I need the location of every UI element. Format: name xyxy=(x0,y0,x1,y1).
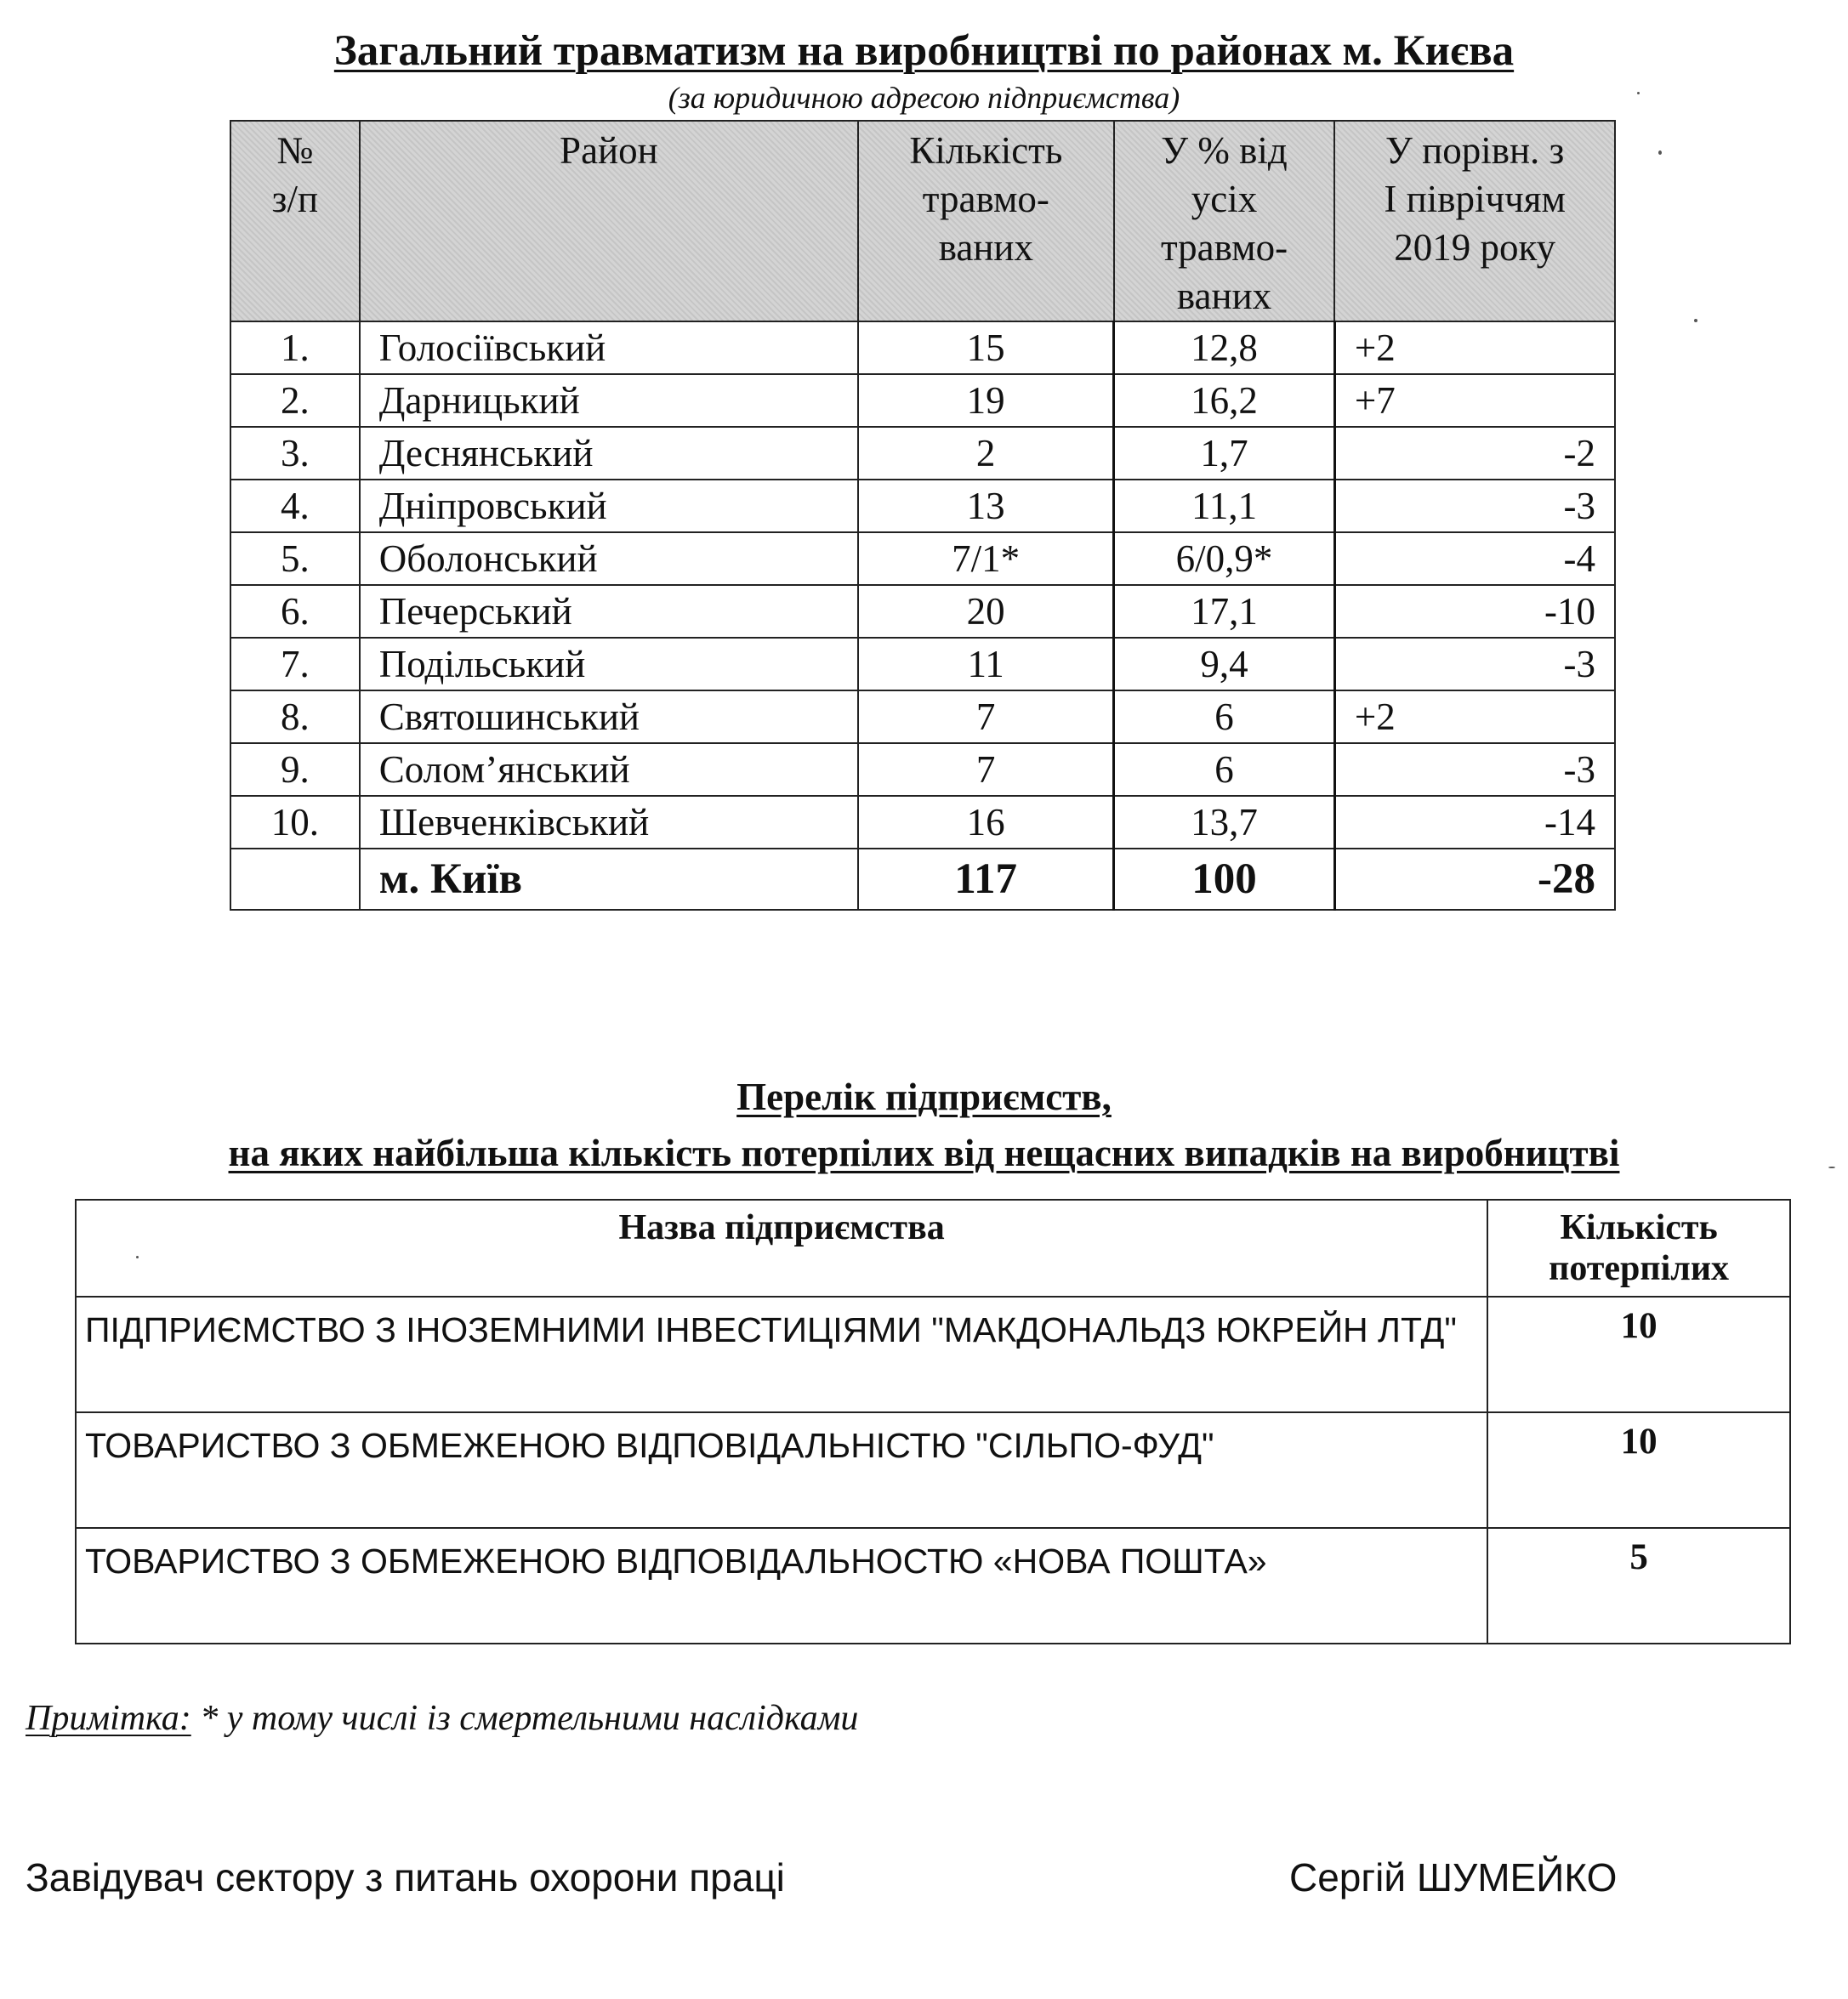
district-name: Подільський xyxy=(360,638,858,690)
district-name: Солом’янський xyxy=(360,743,858,796)
compare-value: -14 xyxy=(1334,796,1615,849)
footer-position: Завідувач сектору з питань охорони праці xyxy=(26,1855,785,1900)
row-number: 9. xyxy=(230,743,360,796)
row-number: 2. xyxy=(230,374,360,427)
scan-speck xyxy=(1658,150,1662,155)
district-name: Святошинський xyxy=(360,690,858,743)
note xyxy=(26,1697,858,1740)
total-empty-cell xyxy=(230,849,360,910)
report-title: Загальний травматизм на виробництві по районах м. Києва xyxy=(333,27,1515,75)
table-header-row xyxy=(76,1200,1790,1297)
compare-value: -3 xyxy=(1334,638,1615,690)
column-header-percent xyxy=(1114,121,1335,321)
column-header-percent-line: У % від xyxy=(1161,129,1288,172)
note-label: Примітка: xyxy=(26,1699,191,1738)
column-header-number xyxy=(230,121,360,321)
column-header-count-line2: потерпілих xyxy=(1549,1249,1730,1288)
table-row xyxy=(230,743,1615,796)
enterprises-title-line2: на яких найбільша кількість потерпілих від нещасних випадків на виробництві xyxy=(228,1132,1620,1174)
compare-value: +2 xyxy=(1334,690,1615,743)
table-row xyxy=(230,585,1615,638)
row-number: 6. xyxy=(230,585,360,638)
compare-value: +7 xyxy=(1334,374,1615,427)
table-row xyxy=(230,690,1615,743)
injured-percent: 6 xyxy=(1114,690,1335,743)
total-label: м. Київ xyxy=(360,849,858,910)
table-row xyxy=(230,532,1615,585)
column-header-count-line1: Кількість xyxy=(1560,1208,1718,1247)
injured-count: 13 xyxy=(858,480,1114,532)
scan-speck xyxy=(1694,319,1697,322)
column-header-compare xyxy=(1334,121,1615,321)
column-header-district-line: Район xyxy=(560,129,658,172)
footer-signatory: Сергій ШУМЕЙКО xyxy=(1289,1855,1618,1900)
injured-count: 7 xyxy=(858,743,1114,796)
injured-count: 7/1* xyxy=(858,532,1114,585)
total-row xyxy=(230,849,1615,910)
injured-count: 7 xyxy=(858,690,1114,743)
row-number: 1. xyxy=(230,321,360,374)
compare-value: -4 xyxy=(1334,532,1615,585)
column-header-number-line: з/п xyxy=(271,178,319,220)
table-row xyxy=(230,374,1615,427)
district-name: Голосіївський xyxy=(360,321,858,374)
enterprises-table xyxy=(75,1199,1791,1644)
column-header-number-line: № xyxy=(276,129,314,172)
row-number: 5. xyxy=(230,532,360,585)
column-header-percent-line: ваних xyxy=(1176,275,1272,317)
column-header-count-line: травмо- xyxy=(922,178,1049,220)
column-header-count xyxy=(1487,1200,1790,1297)
column-header-district xyxy=(360,121,858,321)
enterprise-name: ТОВАРИСТВО З ОБМЕЖЕНОЮ ВІДПОВІДАЛЬНІСТЮ "СІЛЬПО-ФУД" xyxy=(76,1412,1487,1528)
enterprise-name: ПІДПРИЄМСТВО З ІНОЗЕМНИМИ ІНВЕСТИЦІЯМИ "МАКДОНАЛЬДЗ ЮКРЕЙН ЛТД" xyxy=(76,1297,1487,1412)
scan-speck xyxy=(136,1256,139,1258)
injured-count: 20 xyxy=(858,585,1114,638)
column-header-compare-line: І півріччям xyxy=(1384,178,1566,220)
row-number: 8. xyxy=(230,690,360,743)
table-row xyxy=(230,321,1615,374)
note-text: * у тому числі із смертельними наслідками xyxy=(200,1699,859,1738)
compare-value: -3 xyxy=(1334,743,1615,796)
compare-value: -2 xyxy=(1334,427,1615,480)
injured-percent: 11,1 xyxy=(1114,480,1335,532)
district-name: Деснянський xyxy=(360,427,858,480)
table-row xyxy=(76,1528,1790,1644)
district-name: Дніпровський xyxy=(360,480,858,532)
total-compare: -28 xyxy=(1334,849,1615,910)
injured-count: 2 xyxy=(858,427,1114,480)
injured-percent: 17,1 xyxy=(1114,585,1335,638)
compare-value: +2 xyxy=(1334,321,1615,374)
row-number: 3. xyxy=(230,427,360,480)
district-name: Печерський xyxy=(360,585,858,638)
district-name: Шевченківський xyxy=(360,796,858,849)
table-row xyxy=(76,1297,1790,1412)
column-header-percent-line: усіх xyxy=(1191,178,1258,220)
enterprise-victims-count: 5 xyxy=(1487,1528,1790,1644)
district-name: Оболонський xyxy=(360,532,858,585)
enterprise-name: ТОВАРИСТВО З ОБМЕЖЕНОЮ ВІДПОВІДАЛЬНОСТЮ «НОВА ПОШТА» xyxy=(76,1528,1487,1644)
table-row xyxy=(230,796,1615,849)
injured-percent: 16,2 xyxy=(1114,374,1335,427)
injured-percent: 6 xyxy=(1114,743,1335,796)
table-row xyxy=(230,480,1615,532)
enterprise-victims-count: 10 xyxy=(1487,1412,1790,1528)
compare-value: -10 xyxy=(1334,585,1615,638)
injured-percent: 1,7 xyxy=(1114,427,1335,480)
table-row xyxy=(230,638,1615,690)
table-header-row xyxy=(230,121,1615,321)
row-number: 10. xyxy=(230,796,360,849)
injury-by-district-table xyxy=(230,120,1616,911)
column-header-compare-line: 2019 року xyxy=(1394,226,1556,269)
column-header-name: Назва підприємства xyxy=(76,1200,1487,1297)
row-number: 7. xyxy=(230,638,360,690)
column-header-percent-line: травмо- xyxy=(1160,226,1288,269)
row-number: 4. xyxy=(230,480,360,532)
column-header-count-line: ваних xyxy=(938,226,1033,269)
total-percent: 100 xyxy=(1114,849,1335,910)
column-header-count xyxy=(858,121,1114,321)
enterprise-victims-count: 10 xyxy=(1487,1297,1790,1412)
district-name: Дарницький xyxy=(360,374,858,427)
compare-value: -3 xyxy=(1334,480,1615,532)
total-count: 117 xyxy=(858,849,1114,910)
injured-percent: 9,4 xyxy=(1114,638,1335,690)
scan-speck xyxy=(1828,1167,1835,1168)
injured-count: 11 xyxy=(858,638,1114,690)
enterprises-title-line1: Перелік підприємств, xyxy=(736,1076,1112,1118)
report-subtitle: (за юридичною адресою підприємства) xyxy=(668,81,1180,115)
injured-percent: 12,8 xyxy=(1114,321,1335,374)
injured-count: 15 xyxy=(858,321,1114,374)
injured-count: 19 xyxy=(858,374,1114,427)
injured-count: 16 xyxy=(858,796,1114,849)
column-header-compare-line: У порівн. з xyxy=(1385,129,1565,172)
scan-speck xyxy=(1637,92,1640,94)
table-row xyxy=(76,1412,1790,1528)
column-header-count-line: Кількість xyxy=(909,129,1063,172)
injured-percent: 6/0,9* xyxy=(1114,532,1335,585)
injured-percent: 13,7 xyxy=(1114,796,1335,849)
table-row xyxy=(230,427,1615,480)
